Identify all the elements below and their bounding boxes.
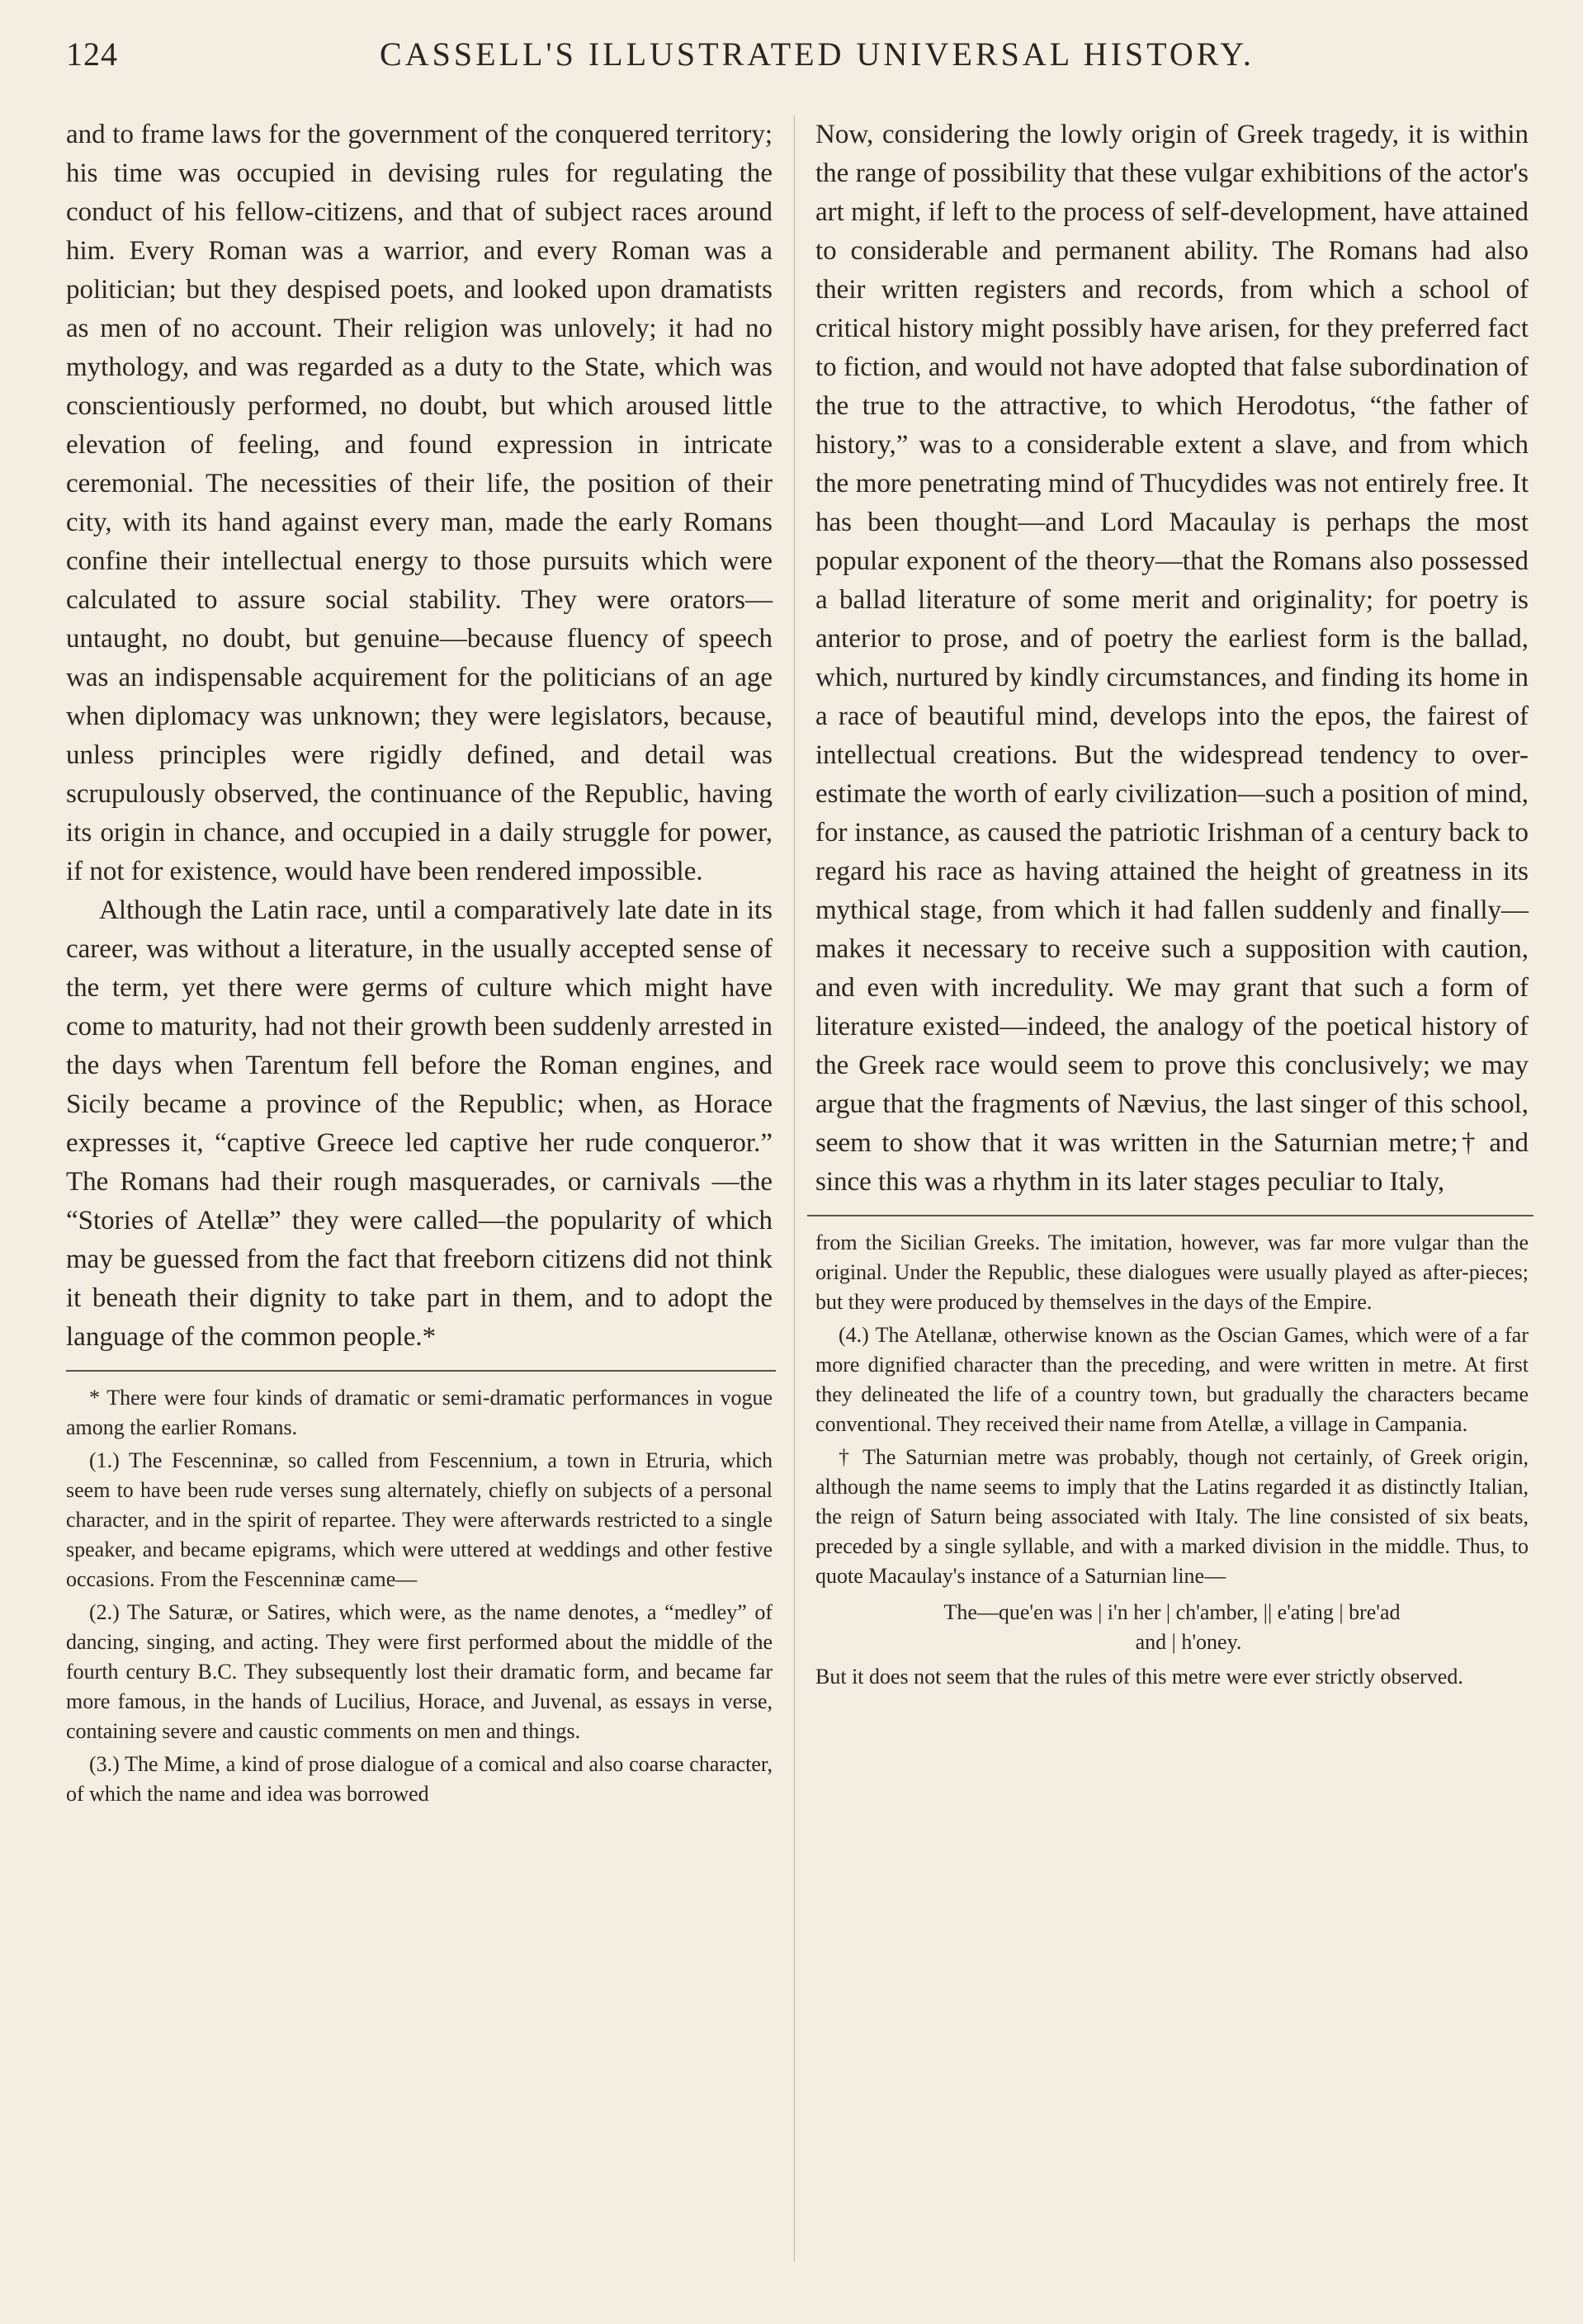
saturnian-verse-line-2: and | h'oney. <box>1135 1630 1242 1654</box>
right-column <box>815 116 1529 1692</box>
footnote-saturae: (2.) The Saturæ, or Satires, which were, as the name denotes, a “medley” of dancing, singing, and acting. They were first performed about the middle of the fourth century B.C. They subsequently lost their dramatic form, and became far more famous, in the hands of Lucilius, Horace, and Juvenal, as essays in verse, containing severe and caustic comments on men and things. <box>66 1600 773 1743</box>
footnote-rule-right <box>807 1215 1533 1216</box>
page-number: 124 <box>66 35 118 73</box>
left-column <box>66 116 773 1809</box>
right-body-text <box>815 116 1529 1202</box>
footnote-rule-left <box>66 1370 776 1372</box>
footnote-mime-continued: from the Sicilian Greeks. The imitation, however, was far more vulgar than the original. Under the Republic, these dialogues were usually played as after-pieces; but they were produced by themselves in the days of the Empire. <box>815 1230 1529 1314</box>
left-footnotes <box>66 1383 773 1809</box>
footnote-asterisk: * There were four kinds of dramatic or semi-dramatic performances in vogue among the earlier Romans. <box>66 1386 773 1439</box>
footnote-mime: (3.) The Mime, a kind of prose dialogue of a comical and also coarse character, of which the name and idea was borrowed <box>66 1752 773 1806</box>
running-title: CASSELL'S ILLUSTRATED UNIVERSAL HISTORY. <box>380 35 1255 73</box>
left-paragraph-2: Although the Latin race, until a comparatively late date in its career, was without a literature, in the usually accepted sense of the term, yet there were germs of culture which might have come to maturity, had not their growth been suddenly arrested in the days when Tarentum fell before the Roman engines, and Sicily became a province of the Republic; when, as Horace expresses it, “captive Greece led captive her rude conqueror.” The Romans had their rough masquerades, or carnivals —the “Stories of Atellæ” they were called—the popularity of which may be guessed from the fact that freeborn citizens did not think it beneath their dignity to take part in them, and to adopt the language of the common people.* <box>66 895 773 1352</box>
closing-note: But it does not seem that the rules of this metre were ever strictly observed. <box>815 1665 1463 1689</box>
left-body-text <box>66 116 773 1357</box>
footnote-fescenninae: (1.) The Fescenninæ, so called from Fescennium, a town in Etruria, which seem to have been rude verses sung alternately, chiefly on subjects of a personal character, and in the spirit of repartee. They were afterwards restricted to a single speaker, and became epigrams, which were uttered at weddings and other festive occasions. From the Fescenninæ came— <box>66 1448 773 1591</box>
column-divider <box>794 116 795 2261</box>
right-footnotes <box>815 1228 1529 1692</box>
footnote-saturnian: † The Saturnian metre was probably, though not certainly, of Greek origin, although the name seems to imply that the Latins regarded it as distinctly Italian, the reign of Saturn being associated with Italy. The line consisted of six beats, preceded by a single syllable, and with a marked division in the middle. Thus, to quote Macaulay's instance of a Saturnian line— <box>815 1445 1529 1588</box>
page-header <box>66 35 1535 84</box>
right-paragraph-1: Now, considering the lowly origin of Greek tragedy, it is within the range of possibility that these vulgar exhibitions of the actor's art might, if left to the process of self-development, have attained to considerable and permanent ability. The Romans had also their written registers and records, from which a school of critical history might possibly have arisen, for they preferred fact to fiction, and would not have adopted that false subordination of the true to the attractive, to which Herodotus, “the father of history,” was to a considerable extent a slave, and from which the more penetrating mind of Thucydides was not entirely free. It has been thought—and Lord Macaulay is perhaps the most popular exponent of the theory—that the Romans also possessed a ballad literature of some merit and originality; for poetry is anterior to prose, and of poetry the earliest form is the ballad, which, nurtured by kindly circumstances, and finding its home in a race of beautiful mind, develops into the epos, the fairest of intellectual creations. But the widespread tendency to over-estimate the worth of early civilization—such a position of mind, for instance, as caused the patriotic Irishman of a century back to regard his race as having attained the height of greatness in its mythical stage, from which it had fallen suddenly and finally—makes it necessary to receive such a supposition with caution, and even with incredulity. We may grant that such a form of literature existed—indeed, the analogy of the poetical history of the Greek race would seem to prove this conclusively; we may argue that the fragments of Nævius, the last singer of this school, seem to show that it was written in the Saturnian metre;† and since this was a rhythm in its later stages peculiar to Italy, <box>815 120 1529 1197</box>
footnote-atellanae: (4.) The Atellanæ, otherwise known as the Oscian Games, which were of a far more dignified character than the preceding, and were written in metre. At first they delineated the life of a country town, but gradually the characters became conventional. They received their name from Atellæ, a village in Campania. <box>815 1323 1529 1436</box>
saturnian-verse-line-1: The—que'en was | i'n her | ch'amber, || e'ating | bre'ad <box>943 1600 1401 1624</box>
left-paragraph-1: and to frame laws for the government of the conquered territory; his time was occupied in devising rules for regulating the conduct of his fellow-citizens, and that of subject races around him. Every Roman was a warrior, and every Roman was a politician; but they despised poets, and looked upon dramatists as men of no account. Their religion was unlovely; it had no mythology, and was regarded as a duty to the State, which was conscientiously performed, no doubt, but which aroused little elevation of feeling, and found expression in intricate ceremonial. The necessities of their life, the position of their city, with its hand against every man, made the early Romans confine their intellectual energy to those pursuits which were calculated to assure social stability. They were orators—untaught, no doubt, but genuine—because fluency of speech was an indispensable acquirement for the politicians of an age when diplomacy was unknown; they were legislators, because, unless principles were rigidly defined, and detail was scrupulously observed, the continuance of the Republic, having its origin in chance, and occupied in a daily struggle for power, if not for existence, would have been rendered impossible. <box>66 120 773 886</box>
